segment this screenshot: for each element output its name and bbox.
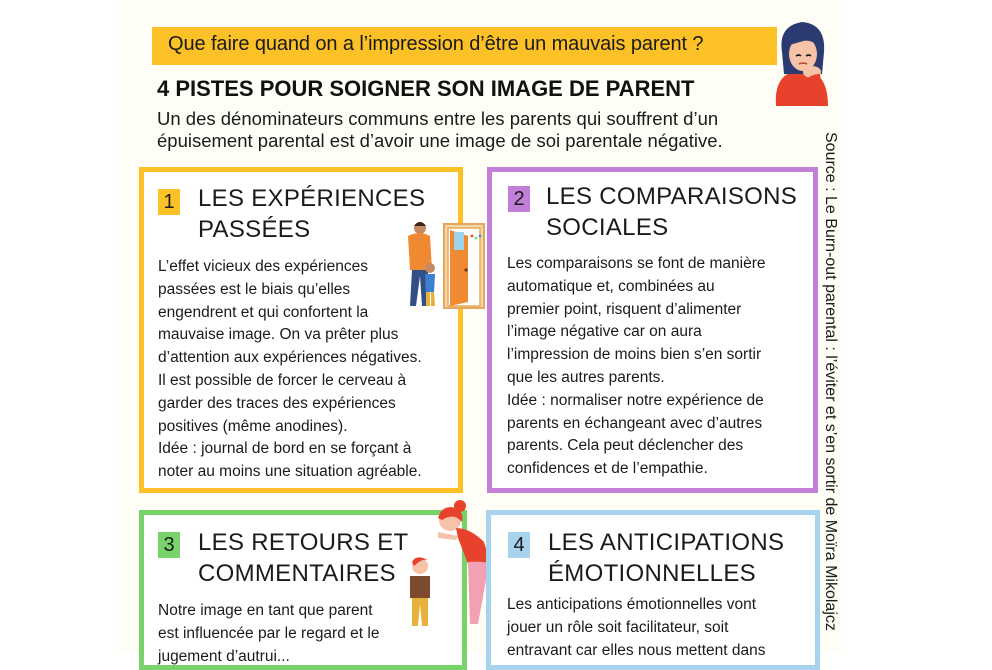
intro-paragraph: Un des dénominateurs communs entre les parents qui souffrent d’un épuisement parental est d’avoir une image de soi parentale négative. bbox=[157, 108, 723, 151]
father-child-door-illustration bbox=[392, 218, 488, 314]
page-title: 4 PISTES POUR SOIGNER SON IMAGE DE PARENT bbox=[157, 76, 695, 101]
source-credit: Source : Le Burn-out parental : l’éviter et s’en sortir de Moïra Mikolajcz bbox=[822, 132, 839, 631]
card-heading: LES RETOURS ET COMMENTAIRES bbox=[198, 529, 409, 587]
card-body: Les anticipations émotionnelles vont jouer un rôle soit facilitateur, soit entravant car elles nous mettent dans bbox=[507, 596, 766, 659]
card-heading: LES EXPÉRIENCES PASSÉES bbox=[198, 185, 426, 243]
worried-woman-illustration bbox=[770, 12, 832, 106]
card-body: Les comparaisons se font de manière automatique et, combinées au premier point, risquent d’alimenter l’image négative car on aura l’impression de moins bien s’en sortir que les autres parents. Idée : normaliser notre expérience de parents en échangeant avec d’autres parents. Cela peut déclencher des confidences et de l’empathie. bbox=[507, 255, 766, 478]
card-body: L’effet vicieux des expériences passées est le biais qu’elles engendrent et qui confortent la mauvaise image. On va prêter plus d’attention aux expériences négatives. Il est possible de forcer le cerveau à garder des traces des expériences positives (même anodines). Idée : journal de bord en se forçant à noter au moins une situation agréable. bbox=[158, 258, 422, 481]
card-heading: LES COMPARAISONS SOCIALES bbox=[546, 183, 798, 241]
card-number-badge: 2 bbox=[508, 186, 530, 212]
card-number-badge: 4 bbox=[508, 532, 530, 558]
card-body: Notre image en tant que parent est influencée par le regard et le jugement d’autrui... bbox=[158, 602, 380, 665]
card-number-badge: 1 bbox=[158, 189, 180, 215]
question-text: Que faire quand on a l’impression d’être un mauvais parent ? bbox=[168, 33, 704, 55]
card-heading: LES ANTICIPATIONS ÉMOTIONNELLES bbox=[548, 529, 785, 587]
card-number-badge: 3 bbox=[158, 532, 180, 558]
